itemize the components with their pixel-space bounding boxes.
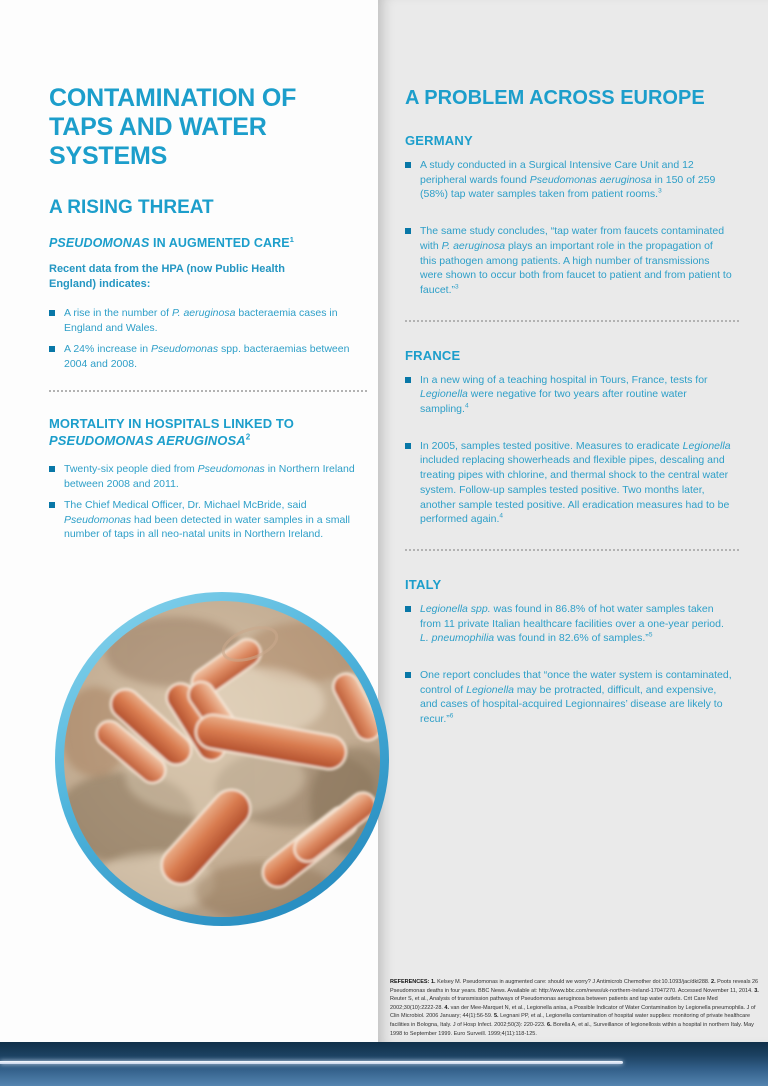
left-column xyxy=(49,84,371,549)
bullet-text: A 24% increase in Pseudomonas spp. bacteraemias between 2004 and 2008. xyxy=(64,343,350,370)
italy-bullet-list xyxy=(405,602,739,727)
reference-item: Kelsey M. Pseudomonas in augmented care: should we worry? J Antimicrob Chemother doi:10.1093/jac/dkt288. xyxy=(437,979,710,985)
page-title: CONTAMINATION OF TAPS AND WATER SYSTEMS xyxy=(49,84,297,170)
reference-number: 1. xyxy=(430,979,438,985)
bullet-item xyxy=(405,373,739,417)
bullet-square-icon xyxy=(49,466,55,472)
reference-number: 6. xyxy=(545,1021,554,1028)
country-heading-france: FRANCE xyxy=(405,347,461,363)
bullet-square-icon xyxy=(405,443,411,449)
reference-number: 4. xyxy=(442,1004,451,1011)
germany-bullet-list xyxy=(405,158,739,298)
bullet-item xyxy=(405,602,739,646)
bullet-square-icon xyxy=(405,606,411,612)
bullet-item xyxy=(49,306,371,335)
bullet-square-icon xyxy=(49,310,55,316)
bullet-item xyxy=(49,462,371,491)
hpa-intro-text: Recent data from the HPA (now Public Health England) indicates: xyxy=(49,263,285,290)
bullet-item xyxy=(405,224,739,298)
bullet-square-icon xyxy=(405,672,411,678)
mortality-heading xyxy=(49,415,371,449)
mortality-bullet-list xyxy=(49,462,371,542)
dotted-divider xyxy=(49,390,367,392)
mortality-heading-line1: MORTALITY IN HOSPITALS LINKED TO xyxy=(49,416,294,431)
reference-number: 5. xyxy=(492,1013,501,1020)
reference-item: Poots reveals 26 Pseudomonas deaths in four years. BBC News. Available at: http://www.bbc.com/news/uk-northern-ireland-17047270. Accessed November 11, 2014. xyxy=(390,979,759,994)
mortality-heading-line2: PSEUDOMONAS AERUGINOSA$^2$ xyxy=(49,432,251,448)
bullet-item xyxy=(49,342,371,371)
bullet-text: A rise in the number of P. aeruginosa bacteraemia cases in England and Wales. xyxy=(64,307,338,334)
bullet-square-icon xyxy=(405,228,411,234)
bullet-square-icon xyxy=(405,377,411,383)
reference-item: van der Mee-Marquet N, et al., Legionella anisa, a Possible Indicator of Water Contamination by Legionella pneumophila. J of Clin Microbiol. 2006 January; 44(1):56-59. xyxy=(390,1004,756,1020)
europe-title: A PROBLEM ACROSS EUROPE xyxy=(405,87,705,109)
bullet-text: Legionella spp. was found in 86.8% of hot water samples taken from 11 private Italian healthcare facilities over a one-year period. L. pneumophilia was found in 82.6% of samples.”$^5$ xyxy=(420,602,724,645)
bullet-item xyxy=(405,439,739,527)
rising-threat-bullet-list xyxy=(49,306,371,371)
references xyxy=(390,978,762,1038)
dotted-divider xyxy=(405,320,739,322)
bacteria-photo-svg xyxy=(55,592,389,926)
country-heading-italy: ITALY xyxy=(405,576,442,592)
bullet-text: In a new wing of a teaching hospital in Tours, France, tests for Legionella were negative for two years after routine water sampling.$^4$ xyxy=(420,373,708,416)
rising-threat-heading: A RISING THREAT xyxy=(49,197,214,218)
bullet-text: One report concludes that “once the water system is contaminated, control of Legionella may be protracted, difficult, and expensive, and cases of hospital-acquired Legionnaires’ disease are likely to recur.”$^6$ xyxy=(420,669,732,726)
bullet-text: The same study concludes, “tap water from faucets contaminated with P. aeruginosa plays an important role in the propagation of this pathogen among patients. A high number of transmissions were shown to occur both from faucet to patient and from patient to faucet.”$^3$ xyxy=(420,225,732,296)
country-heading-germany: GERMANY xyxy=(405,133,473,148)
reference-item: Borella A, et al., Surveillance of legionellosis within a hospital in northern Italy. May 1998 to September 1999. Euro Surveill. 1999;4(11):118-125. xyxy=(390,1021,754,1037)
section-germany xyxy=(405,133,739,322)
bullet-text: In 2005, samples tested positive. Measures to eradicate Legionella included replacing showerheads and flexible pipes, descaling and treating pipes with chlorine, and thermal shock to the central water system. Follow-up samples tested positive. Two months later, another sample tested positive. All eradication measures had to be performed again.$^4$ xyxy=(420,439,731,526)
right-column xyxy=(405,86,739,749)
section-italy xyxy=(405,577,739,727)
bullet-text: The Chief Medical Officer, Dr. Michael McBride, said Pseudomonas had been detected in water samples in a small number of taps in all neo-natal units in Northern Ireland. xyxy=(64,499,351,540)
reference-number: 2. xyxy=(709,979,718,985)
references-label: REFERENCES: xyxy=(390,979,431,985)
france-bullet-list xyxy=(405,373,739,527)
bullet-square-icon xyxy=(49,502,55,508)
bullet-square-icon xyxy=(49,346,55,352)
reference-item: Reuter S, et al., Analysis of transmission pathways of Pseudomonas aeruginosa between patients and tap water outlets. Crit Care Med 2002;30(10):2222-28. xyxy=(390,996,718,1011)
footer-highlight-line xyxy=(0,1061,623,1064)
dotted-divider xyxy=(405,549,739,551)
reference-number: 3. xyxy=(752,987,759,994)
bullet-item xyxy=(49,498,371,542)
pseudomonas-subheading: PSEUDOMONAS IN AUGMENTED CARE$^1$ xyxy=(49,234,295,250)
bacteria-photo xyxy=(55,592,389,926)
bullet-text: Twenty-six people died from Pseudomonas in Northern Ireland between 2008 and 2011. xyxy=(64,463,355,490)
bullet-item xyxy=(405,668,739,727)
footer-bar xyxy=(0,1042,768,1086)
bullet-item xyxy=(405,158,739,202)
section-france xyxy=(405,348,739,551)
bullet-text: A study conducted in a Surgical Intensive Care Unit and 12 peripheral wards found Pseudomonas aeruginosa in 150 of 259 (58%) tap water samples taken from patient rooms.$^3$ xyxy=(420,159,716,201)
bullet-square-icon xyxy=(405,162,411,168)
reference-item: Legnani PP, et al., Legionella contamination of hospital water supplies: monitoring of private healthcare facilities in Bologna, Italy. J of Hosp Infect. 2002;50(3): 220-223. xyxy=(390,1013,751,1028)
